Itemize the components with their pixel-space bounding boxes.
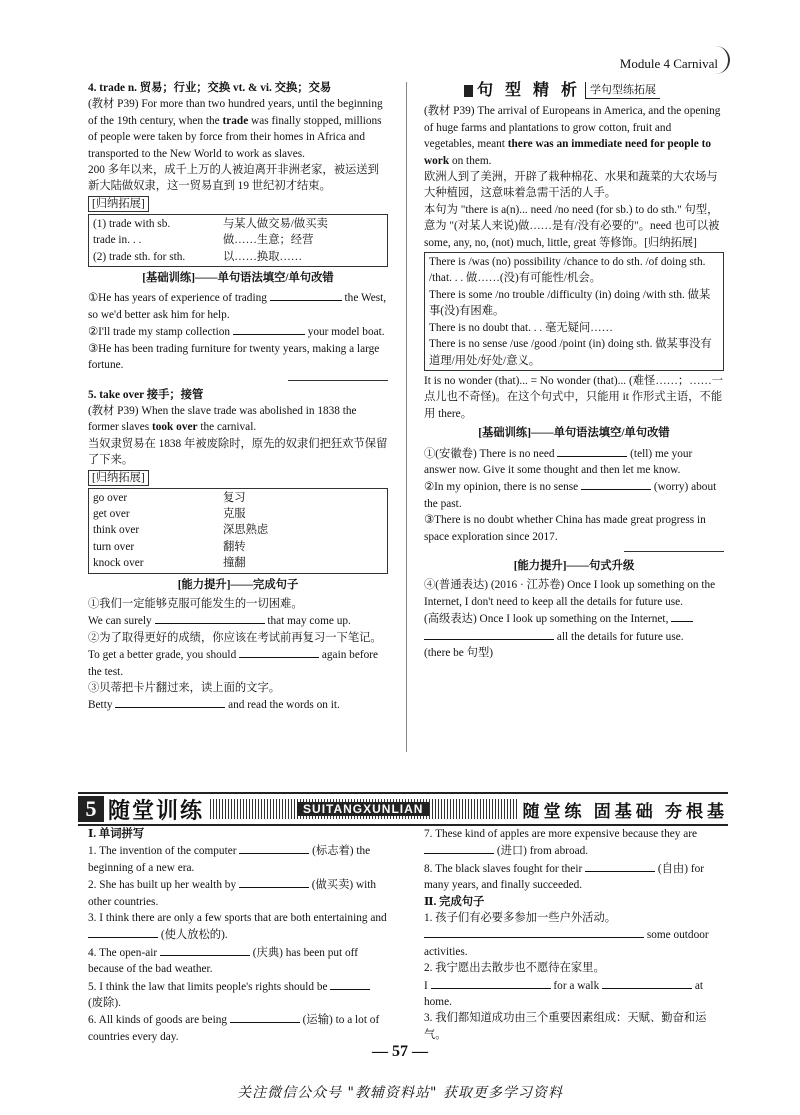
bottom-left-column	[88, 826, 388, 1045]
answer-blank[interactable]	[155, 612, 265, 624]
answer-blank[interactable]	[230, 1011, 300, 1023]
ability-heading: [能力提升]——句式升级	[513, 559, 635, 572]
item4-translation: 200 多年以来，成千上万的人被迫离开非洲老家，被运送到新大陆做奴隶，这一贸易直到 19 世纪初才结束。	[88, 164, 379, 193]
sentence-analysis-heading: 句 型 精 析 学句型练拓展	[464, 82, 724, 99]
bookmark-icon	[464, 85, 473, 97]
correction-line	[624, 551, 724, 552]
question-6: 6. All kinds of goods are being (运输) to a lot of countries every day.	[88, 1011, 388, 1045]
answer-blank[interactable]	[585, 860, 655, 872]
item5-translation: 当奴隶贸易在 1838 年被废除时，原先的奴隶们把狂欢节保留了下来。	[88, 437, 388, 467]
phrase-row: think over 深思熟虑	[93, 524, 269, 537]
answer-blank[interactable]	[233, 323, 305, 335]
question-5: 5. I think the law that limits people's rights should be (废除).	[88, 978, 388, 1012]
item5-heading: 5. take over 接手；接管	[88, 388, 204, 401]
basic-training-heading: [基础训练]——单句语法填空/单句改错	[142, 272, 334, 285]
phrase-row: go over 复习	[93, 491, 246, 504]
exercise-4-2: ②I'll trade my stamp collection your model boat.	[88, 323, 388, 340]
header-curve-decoration	[716, 46, 730, 74]
correction-line	[288, 380, 388, 381]
answer-blank[interactable]	[239, 876, 309, 888]
answer-blank[interactable]	[270, 289, 342, 301]
footer-note: 关注微信公众号 "教辅资料站" 获取更多学习资料	[237, 1085, 563, 1101]
phrase-row: (2) trade sth. for sth. 以……换取……	[93, 250, 303, 263]
right-column	[424, 80, 724, 661]
no-wonder-note: It is no wonder (that)... = No wonder (that)... (难怪……；……一点儿也不奇怪)。在这个句式中，只能用 it 作形式主语，不能用 there。	[424, 374, 724, 420]
basic-training-heading: [基础训练]——单句语法填空/单句改错	[478, 427, 670, 440]
phrase-row: turn over 翻转	[93, 540, 246, 553]
page-number: — 57 —	[372, 1043, 428, 1060]
answer-blank[interactable]	[330, 978, 370, 990]
right-example: (教材 P39) The arrival of Europeans in America, and the opening of huge farms and plantations to grow cotton, fruit and vegetables, meant there was an immediate need for people to work on them.	[424, 105, 721, 167]
phrase-row: (1) trade with sb. 与某人做交易/做买卖	[93, 217, 328, 230]
question-3: 3. I think there are only a few sports that are both entertaining and (使人放松的).	[88, 912, 387, 942]
answer-blank[interactable]	[557, 445, 627, 457]
over-phrase-box	[88, 488, 388, 574]
question-7: 7. These kind of apples are more expensive because they are (进口) from abroad.	[424, 828, 698, 858]
answer-blank[interactable]	[581, 478, 651, 490]
answer-blank[interactable]	[431, 977, 551, 989]
right-exercise-1: ①(安徽卷) There is no need (tell) me your answer now. Give it some thought and then let me know.	[424, 445, 724, 479]
ability-3-cn: ③贝蒂把卡片翻过来，读上面的文字。	[88, 682, 281, 694]
answer-blank[interactable]	[88, 926, 158, 938]
exercise-4-3: ③He has been trading furniture for twenty years, making a large fortune.	[88, 342, 380, 372]
question-8: 8. The black slaves fought for their (自由) for many years, and finally succeeded.	[424, 860, 724, 894]
question-4: 4. The open-air (庆典) has been put off because of the bad weather.	[88, 944, 388, 978]
sentence-3-cn: 3. 我们都知道成功由三个重要因素组成：天赋、勤奋和运气。	[424, 1012, 707, 1041]
pinyin-strip: SUITANGXUNLIAN	[210, 799, 516, 819]
pattern-row: There is no sense /use /good /point (in) doing sth. 做某事没有道理/用处/好处/意义。	[429, 338, 712, 367]
bottom-right-column	[424, 826, 724, 1043]
word-spelling-heading: Ⅰ. 单词拼写	[88, 828, 145, 840]
right-exercise-2: ②In my opinion, there is no sense (worry) about the past.	[424, 478, 724, 512]
item5-example: (教材 P39) When the slave trade was abolished in 1838 the former slaves took over the carnival.	[88, 404, 357, 434]
answer-blank[interactable]	[602, 977, 692, 989]
ability-heading: [能力提升]——完成句子	[177, 578, 299, 591]
trade-phrase-box	[88, 214, 388, 267]
phrase-row: get over 克服	[93, 507, 246, 520]
ability-2: To get a better grade, you should again before the test.	[88, 646, 388, 680]
section-title: 随堂训练	[108, 797, 205, 823]
answer-blank[interactable]	[424, 628, 554, 640]
question-1: 1. The invention of the computer (标志着) the beginning of a new era.	[88, 842, 388, 876]
column-divider	[406, 82, 407, 752]
summary-tag: [归纳拓展]	[88, 196, 149, 212]
answer-blank[interactable]	[424, 926, 644, 938]
answer-blank[interactable]	[239, 646, 319, 658]
right-exercise-4-hint: (there be 句型)	[424, 647, 494, 659]
item4-example: (教材 P39) For more than two hundred years, until the beginning of the 19th century, when the trade was finally stopped, millions of people were taken by force from their homes in Africa and transported to the New World to work as slaves.	[88, 98, 383, 160]
sentence-1-cn: 1. 孩子们有必要多参加一些户外活动。	[424, 912, 617, 925]
section-number: 5	[78, 796, 104, 822]
sentence-2: I for a walk at home.	[424, 977, 724, 1011]
question-2: 2. She has built up her wealth by (做买卖) with other countries.	[88, 876, 388, 910]
right-translation: 欧洲人到了美洲，开辟了栽种棉花、水果和蔬菜的大农场与大种植园，这意味着急需干活的人手。	[424, 171, 718, 200]
answer-blank[interactable]	[239, 842, 309, 854]
right-exercise-3: ③There is no doubt whether China has made great progress in space exploration since 2017.	[424, 514, 706, 543]
ability-1-cn: ①我们一定能够克服可能发生的一切困难。	[88, 597, 303, 610]
complete-sentences-heading: Ⅱ. 完成句子	[424, 895, 485, 908]
item4-heading: 4. trade n. 贸易；行业；交换 vt. & vi. 交换；交易	[88, 82, 332, 94]
answer-blank[interactable]	[671, 610, 693, 622]
pattern-row: There is /was (no) possibility /chance to do sth. /of doing sth. /that. . . 做……(没)有可能性/机会。	[429, 256, 706, 285]
pattern-explanation: 本句为 "there is a(n)... need /no need (for sb.) to do sth." 句型，意为 "(对某人来说)做……是有/没有必要的"。need 也可以被 some, any, no, (not) much, little, great 等修饰。[归纳拓展]	[424, 203, 720, 249]
right-exercise-4: ④(普通表达) (2016 · 江苏卷) Once I look up something on the Internet, I don't need to keep all the details for future use.	[424, 579, 716, 608]
left-column	[88, 80, 388, 714]
phrase-row: knock over 撞翻	[93, 557, 246, 570]
pattern-box	[424, 252, 724, 371]
exercise-4-1: ①He has years of experience of trading the West, so we'd better ask him for help.	[88, 289, 388, 323]
sentence-2-cn: 2. 我宁愿出去散步也不愿待在家里。	[424, 962, 605, 975]
pattern-row: There is no doubt that. . . 毫无疑问……	[429, 321, 613, 334]
ability-3: Betty and read the words on it.	[88, 696, 388, 713]
right-exercise-4-advanced: (高级表达) Once I look up something on the Internet, all the details for future use.	[424, 610, 724, 645]
answer-blank[interactable]	[115, 696, 225, 708]
ability-2-cn: ②为了取得更好的成绩，你应该在考试前再复习一下笔记。	[88, 631, 382, 644]
section-title-band	[78, 792, 728, 826]
pattern-row: There is some /no trouble /difficulty (in) doing /with sth. 做某事(没)有困难。	[429, 288, 711, 318]
running-header: Module 4 Carnival	[619, 56, 718, 71]
summary-tag: [归纳拓展]	[88, 470, 149, 486]
answer-blank[interactable]	[424, 842, 494, 854]
answer-blank[interactable]	[160, 944, 250, 956]
section-slogan: 随堂练 固基础 夯根基	[522, 801, 728, 821]
sentence-1: some outdoor activities.	[424, 926, 724, 960]
ability-1: We can surely that may come up.	[88, 612, 388, 629]
phrase-row: trade in. . . 做……生意；经营	[93, 234, 314, 247]
